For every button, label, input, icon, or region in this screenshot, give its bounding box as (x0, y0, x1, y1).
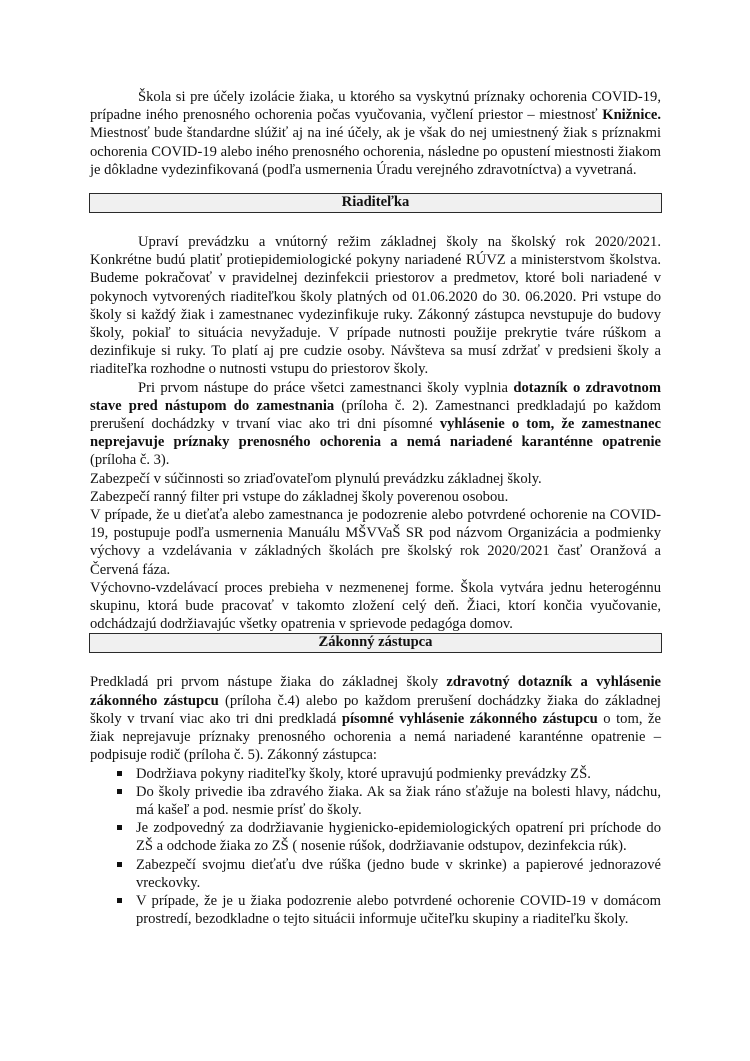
director-paragraph-4: Zabezpečí ranný filter pri vstupe do základnej školy poverenou osobou. (90, 488, 509, 505)
guardian-paragraph-1 (90, 673, 661, 764)
director-paragraph-5: V prípade, že u dieťaťa alebo zamestnanca je podozrenie alebo potvrdené ochorenie na COVID-19, postupuje podľa usmernenia Manuálu MŠVVaŠ SR pod názvom Organizácia a podmienky výchovy a vzdelávania v základných školách pre školský rok 2020/2021 časť Oranžová a Červená fáza. (90, 507, 661, 578)
section-heading-guardian: Zákonný zástupca (89, 633, 662, 653)
bullet-item: Do školy privedie iba zdravého žiaka. Ak sa žiak ráno sťažuje na bolesti hlavy, nádchu, má kašeľ a pod. nesmie prísť do školy. (136, 783, 661, 818)
text: (príloha č. 2). Zamestnanci predkladajú po každom prerušení dochádzky v trvaní viac ako tri dni písomné (90, 397, 661, 433)
director-paragraph-1: Upraví prevádzku a vnútorný režim základnej školy na školský rok 2020/2021. Konkrétne budú platiť protiepidemiologické pokyny nariadené RÚVZ a ministerstvom školstva. Budeme pokračovať v pravidelnej dezinfekcii priestorov a predmetov, ktoré boli nariadené v pokynoch vytvorených riaditeľkou školy platných od 01.06.2020 do 30. 06.2020. Pri vstupe do školy si každý žiak i zamestnanec vydezinfikuje ruky. Zákonný zástupca nevstupuje do budovy školy, pokiaľ to situácia nevyžaduje. V prípade nutnosti použije prekrytie tváre rúškom a dezinfikuje si ruky. To platí aj pre cudzie osoby. Návšteva sa musí zdržať v predsieni školy a riaditeľka rozhodne o nutnosti vstupu do priestorov školy. (90, 234, 661, 378)
bold-text: dotazník o zdravotnom stave pred nástupom do zamestnania (90, 379, 661, 414)
text: (príloha č.4) alebo po každom prerušení dochádzky žiaka do základnej školy v trvaní viac ako tri dni predkladá (90, 692, 661, 727)
bold-text: písomné vyhlásenie zákonného zástupcu (341, 710, 598, 727)
text: Predkladá pri prvom nástupe žiaka do základnej školy (90, 674, 447, 691)
text: o tom, že žiak neprejavuje príznaky prenosného ochorenia a nemá nariadené karanténne opatrenie – podpisuje rodič (príloha č. 5). Zákonný zástupca: (90, 710, 661, 764)
intro-paragraph (90, 88, 661, 179)
guardian-bullet-list (90, 765, 661, 929)
director-paragraph-3: Zabezpečí v súčinnosti so zriaďovateľom plynulú prevádzku základnej školy. (90, 470, 542, 487)
text: Pri prvom nástupe do práce všetci zamestnanci školy vyplnia (138, 379, 514, 396)
document-page (90, 88, 661, 928)
bold-text: vyhlásenie o tom, že zamestnanec neprejavuje príznaky prenosného ochorenia a nemá nariadené karanténne opatrenie (90, 416, 661, 451)
bold-text: zdravotný dotazník a vyhlásenie zákonného zástupcu (90, 674, 661, 709)
intro-text: Škola si pre účely izolácie žiaka, u ktorého sa vyskytnú príznaky ochorenia COVID-19, prípadne iného prenosného ochorenia počas vyučovania, vyčlení priestor – miestnosť (90, 89, 661, 124)
section-heading-director: Riaditeľka (89, 193, 662, 213)
intro-text-cont: Miestnosť bude štandardne slúžiť aj na iné účely, ak je však do nej umiestnený žiak s príznakmi ochorenia COVID-19 alebo iného prenosného ochorenia, následne po opustení miestnosti žiakom je dôkladne vydezinfikovaná (podľa usmernenia Úradu verejného zdravotníctva) a vyvetraná. (90, 125, 661, 178)
director-paragraph-6: Výchovno-vzdelávací proces prebieha v nezmenenej forme. Škola vytvára jednu heterogénnu skupinu, ktorá bude pracovať v takomto zložení celý deň. Žiaci, ktorí končia vyučovanie, odchádzajú dodržiavajúc všetky opatrenia v sprievode pedagóga domov. (90, 579, 661, 633)
bullet-item: Je zodpovedný za dodržiavanie hygienicko-epidemiologických opatrení pri príchode do ZŠ a odchode žiaka zo ZŠ ( nosenie rúšok, dodržiavanie odstupov, dezinfekcia rúk). (136, 820, 661, 855)
bullet-item: V prípade, že je u žiaka podozrenie alebo potvrdené ochorenie COVID-19 v domácom prostredí, bezodkladne o tejto situácii informuje učiteľku skupiny a riaditeľku školy. (136, 892, 661, 928)
director-paragraph-2 (90, 379, 661, 470)
room-name: Knižnice. (602, 107, 661, 124)
bullet-item: Zabezpečí svojmu dieťaťu dve rúška (jedno bude v skrinke) a papierové jednorazové vreckovky. (136, 856, 661, 891)
bullet-item: Dodržiava pokyny riaditeľky školy, ktoré upravujú podmienky prevádzky ZŠ. (136, 765, 661, 783)
text: (príloha č. 3). (90, 452, 170, 469)
